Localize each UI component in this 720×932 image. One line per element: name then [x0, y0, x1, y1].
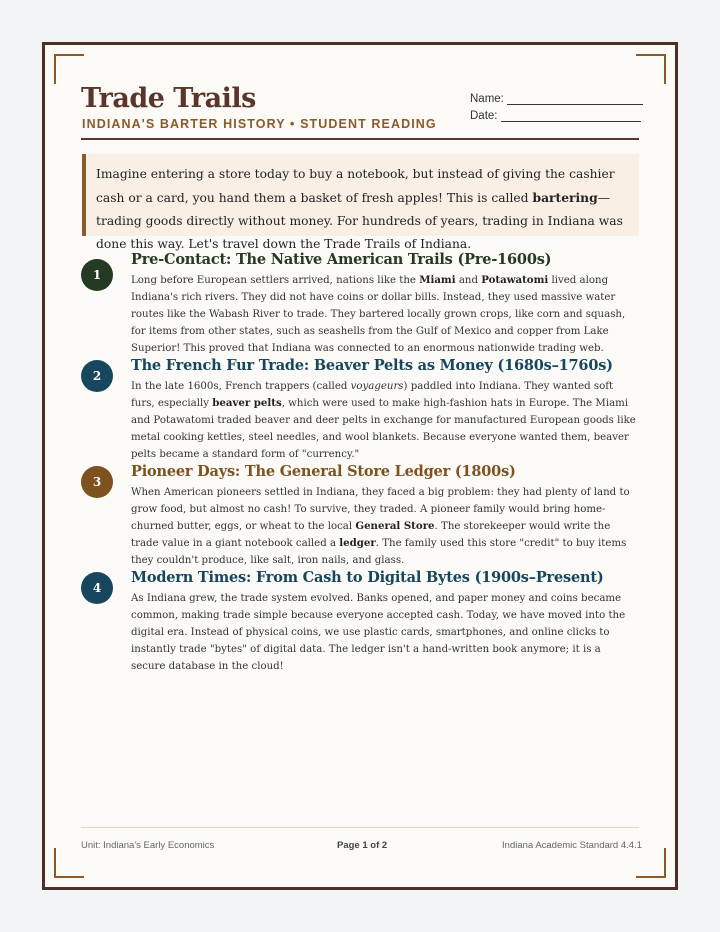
body-text: . The storekeeper would write the trade value in a giant notebook called a: [131, 521, 611, 549]
bold-term: Potawatomi: [481, 274, 549, 286]
body-text: As Indiana grew, the trade system evolved. Banks opened, and paper money and coins became common, making trade simple because everyone accepted cash. Today, we have moved into the digital era. Instead of physical coins, we use plastic cards, smartphones, and online clicks to instantly trade "bytes" of digital data. The ledger isn't a hand-written book anymore; it is a secure database in the cloud!: [131, 593, 626, 672]
section-body: [131, 378, 636, 463]
section-body: [131, 590, 636, 675]
intro-text-part2: —trading goods directly without money. For hundreds of years, trading in Indiana was done this way. Let's travel down the Trade Trails of Indiana.: [96, 191, 623, 251]
name-label: Name:: [470, 93, 504, 105]
body-text: In the late 1600s, French trappers (called: [131, 381, 351, 392]
footer-divider: [81, 827, 639, 828]
section-title: The French Fur Trade: Beaver Pelts as Money (1680s–1760s): [131, 357, 613, 374]
corner-ornament-bottom-right: [636, 848, 666, 878]
body-text: lived along Indiana's rich rivers. They did not have coins or dollar bills. Instead, they used massive water routes like the Wabash River to trade. They bartered locally grown crops, like corn and squash, for items from other states, such as seashells from the Gulf of Mexico and copper from Lake Superior! This proved that Indiana was connected to an enormous nationwide trading web.: [131, 275, 626, 354]
page-subtitle: INDIANA'S BARTER HISTORY • STUDENT READING: [82, 117, 437, 131]
section-number-badge: 1: [81, 259, 113, 291]
section-number-badge: 3: [81, 466, 113, 498]
corner-ornament-bottom-left: [54, 848, 84, 878]
body-text: , which were used to make high-fashion hats in Europe. The Miami and Potawatomi traded beaver and deer pelts in exchange for manufactured European goods like metal cooking kettles, steel needles, and wool blankets. Because everyone wanted them, beaver pelts became a standard form of "currency.": [131, 398, 636, 460]
section-title: Pre-Contact: The Native American Trails (Pre-1600s): [131, 251, 552, 268]
section-number-badge: 2: [81, 360, 113, 392]
body-text: Long before European settlers arrived, nations like the: [131, 275, 420, 286]
date-blank-line[interactable]: [501, 109, 641, 122]
body-text: . The family used this store "credit" to buy items they couldn't produce, like salt, iron nails, and glass.: [131, 538, 627, 566]
worksheet-page: [42, 42, 678, 890]
intro-bold-term: bartering: [532, 190, 598, 205]
corner-ornament-top-right: [636, 54, 666, 84]
body-text: and: [455, 275, 482, 286]
body-text: When American pioneers settled in Indiana, they faced a big problem: they had plenty of land to grow food, but almost no cash! To survive, they traded. A pioneer family would bring home-churned butter, eggs, or wheat to the local: [131, 487, 630, 532]
section-number-badge: 4: [81, 572, 113, 604]
bold-term: General Store: [355, 520, 435, 532]
italic-term: voyageurs: [350, 381, 404, 392]
section-title: Modern Times: From Cash to Digital Bytes (1900s–Present): [131, 569, 604, 586]
bold-term: beaver pelts: [212, 397, 282, 409]
intro-text-part1: Imagine entering a store today to buy a notebook, but instead of giving the cashier cash or a card, you hand them a basket of fresh apples! This is called: [96, 167, 615, 205]
footer-standard: Indiana Academic Standard 4.4.1: [502, 840, 642, 851]
intro-callout: [82, 154, 639, 251]
bold-term: Miami: [419, 274, 456, 286]
section-body: [131, 272, 636, 357]
footer-page-number: Page 1 of 2: [337, 840, 388, 851]
footer-unit: Unit: Indiana's Early Economics: [81, 840, 215, 851]
page-title: Trade Trails: [81, 83, 256, 114]
header-divider: [81, 138, 639, 140]
body-text: ) paddled into Indiana. They wanted soft furs, especially: [131, 381, 614, 409]
bold-term: ledger: [339, 537, 376, 549]
name-field[interactable]: [470, 92, 643, 105]
section-title: Pioneer Days: The General Store Ledger (1800s): [131, 463, 516, 480]
corner-ornament-top-left: [54, 54, 84, 84]
date-field[interactable]: [470, 109, 641, 122]
section-body: [131, 484, 636, 569]
date-label: Date:: [470, 110, 498, 122]
name-blank-line[interactable]: [507, 92, 643, 105]
